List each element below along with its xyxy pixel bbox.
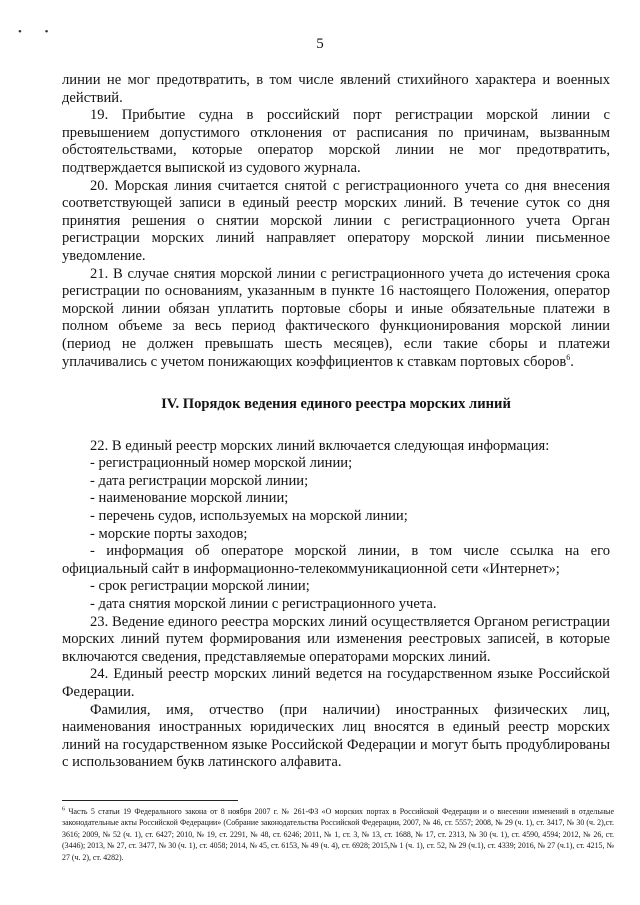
list-item: - регистрационный номер морской линии;	[90, 455, 353, 472]
paragraph-19: 19. Прибытие судна в российский порт регистрации морской линии с превышением допустимого отклонения от расписания по причинам, вызванным обстоятельствами, которые оператор морской линии не мог предотвратить, подтверждается выпиской из судового журнала.	[62, 107, 610, 176]
paragraph-24: 24. Единый реестр морских линий ведется на государственном языке Российской Федерации.	[62, 666, 610, 700]
list-item: - перечень судов, используемых на морской линии;	[90, 508, 408, 525]
list-item: - дата регистрации морской линии;	[90, 472, 309, 489]
footnote	[62, 806, 614, 863]
document-body	[62, 72, 610, 772]
footnote-mark: 6	[62, 806, 65, 813]
list-item: - наименование морской линии;	[90, 490, 289, 507]
list-item: - морские порты заходов;	[90, 525, 248, 542]
paragraph-24-names: Фамилия, имя, отчество (при наличии) иностранных физических лиц, наименования иностранных юридических лиц вносятся в единый реестр морских линий на государственном языке Российской Федерации и могут быть продублированы с использованием букв латинского алфавита.	[62, 701, 610, 771]
footnote-text: Часть 5 статьи 19 Федерального закона от 8 ноября 2007 г. № 261-ФЗ «О морских портах в Российской Федерации и о внесении изменений в отдельные законодательные акты Российской Федерации» (Собрание законодательства Российской Федерации, 2007, № 46, ст. 5557; 2008, № 29 (ч. 1), ст. 3417, № 30 (ч. 2),ст. 3616; 2009, № 52 (ч. 1), ст. 6427; 2010, № 19, ст. 2291, № 48, ст. 6246; 2011, № 1, ст. 3, № 13, ст. 1688, № 17, ст. 2313, № 30 (ч. 1), ст. 4590, 4594; 2012, № 26, ст. (3446); 2013, № 27, ст. 3477, № 30 (ч. 1), ст. 4058; 2014, № 45, ст. 6153, № 49 (ч. 4), ст. 6928; 2015,№ 1 (ч. 1), ст. 52, № 29 (ч.1), ст. 4339; 2016, № 27 (ч.1), ст. 4215, № 27 (ч. 2), ст. 4282).	[62, 807, 614, 862]
section-heading: IV. Порядок ведения единого реестра морских линий	[161, 396, 511, 413]
paragraph-20: 20. Морская линия считается снятой с регистрационного учета со дня внесения соответствующей записи в единый реестр морских линий. В течение суток со дня принятия решения о снятии морской линии с регистрационного учета Орган регистрации морских линий направляет оператору морской линии письменное уведомление.	[62, 177, 610, 264]
paragraph-23: 23. Ведение единого реестра морских линий осуществляется Органом регистрации морских линий путем формирования или изменения реестровых записей, в которые включаются сведения, представляемые операторами морских линий.	[62, 613, 610, 665]
paragraph-21-text: 21. В случае снятия морской линии с регистрационного учета до истечения срока регистрации по основаниям, указанным в пункте 16 настоящего Положения, оператор морской линии обязан уплатить портовые сборы и иные обязательные платежи в полном объеме за весь период фактического функционирования морской линии (период не должен превышать шесть месяцев), если такие сборы и платежи уплачивались с учетом понижающих коэффициентов к ставкам портовых сборов	[62, 265, 610, 370]
list-item: - информация об операторе морской линии, в том числе ссылка на его официальный сайт в информационно-телекоммуникационной сети «Интернет»;	[62, 543, 610, 577]
list-item: - дата снятия морской линии с регистрационного учета.	[90, 596, 437, 613]
footnote-separator	[62, 800, 238, 801]
footnote-reference: 6	[566, 352, 571, 362]
paragraph-continuation: линии не мог предотвратить, в том числе явлений стихийного характера и военных действий.	[62, 72, 610, 106]
page-number: 5	[316, 36, 324, 52]
scan-marks: • •	[18, 26, 59, 38]
paragraph-22: 22. В единый реестр морских линий включается следующая информация:	[90, 437, 550, 454]
list-item: - срок регистрации морской линии;	[90, 578, 310, 595]
paragraph-21	[62, 266, 610, 372]
paragraph-21-end: .	[570, 353, 574, 370]
